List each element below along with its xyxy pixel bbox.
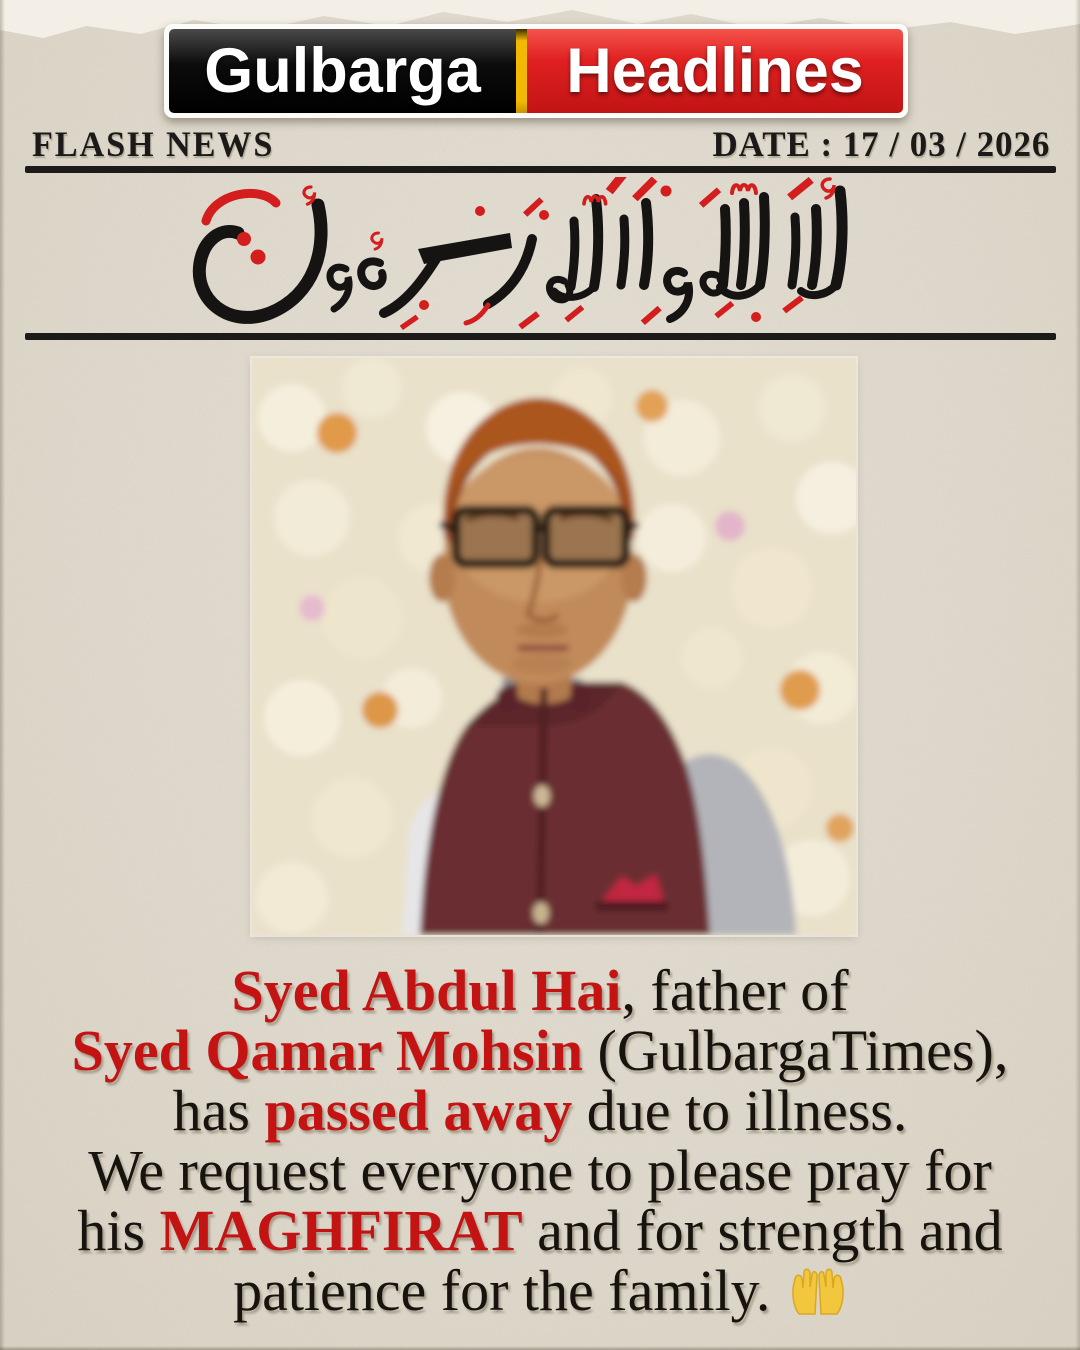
announcement-segment: Syed Abdul Hai <box>231 958 622 1023</box>
date-label: DATE : 17 / 03 / 2026 <box>712 124 1050 164</box>
bottom-paper-edge <box>0 1346 1080 1350</box>
announcement-text <box>18 958 1062 1323</box>
right-paper-edge <box>1075 0 1080 1350</box>
logo-divider <box>516 29 527 113</box>
brand-logo-right-panel <box>527 29 903 113</box>
announcement-segment: due to illness. <box>572 1078 908 1143</box>
announcement-segment: MAGHFIRAT <box>159 1198 523 1263</box>
announcement-segment: Syed Qamar Mohsin <box>71 1018 583 1083</box>
brand-name-right: Headlines <box>566 36 864 106</box>
announcement-segment: has <box>172 1078 265 1143</box>
announcement-segment: patience for the family. <box>233 1258 785 1323</box>
announcement-segment: and for strength and <box>522 1198 1003 1263</box>
brand-name-left: Gulbarga <box>204 36 481 106</box>
left-paper-edge <box>0 0 5 1350</box>
announcement-segment: passed away <box>264 1078 573 1143</box>
portrait-photo <box>252 358 856 935</box>
announcement-segment: (GulbargaTimes), <box>583 1018 1009 1083</box>
brand-logo-left-panel <box>169 29 516 113</box>
arabic-calligraphy <box>180 177 860 330</box>
brand-logo <box>164 24 908 118</box>
announcement-segment: , father of <box>621 958 849 1023</box>
divider-line-bottom <box>25 333 1056 340</box>
announcement-segment: We request everyone to please pray for <box>88 1138 992 1203</box>
announcement-segment: his <box>77 1198 160 1263</box>
flash-news-label: FLASH NEWS <box>32 124 275 164</box>
palms-up-together-icon <box>789 1266 847 1316</box>
divider-line-top <box>25 166 1056 173</box>
subheader-row <box>32 124 1050 164</box>
